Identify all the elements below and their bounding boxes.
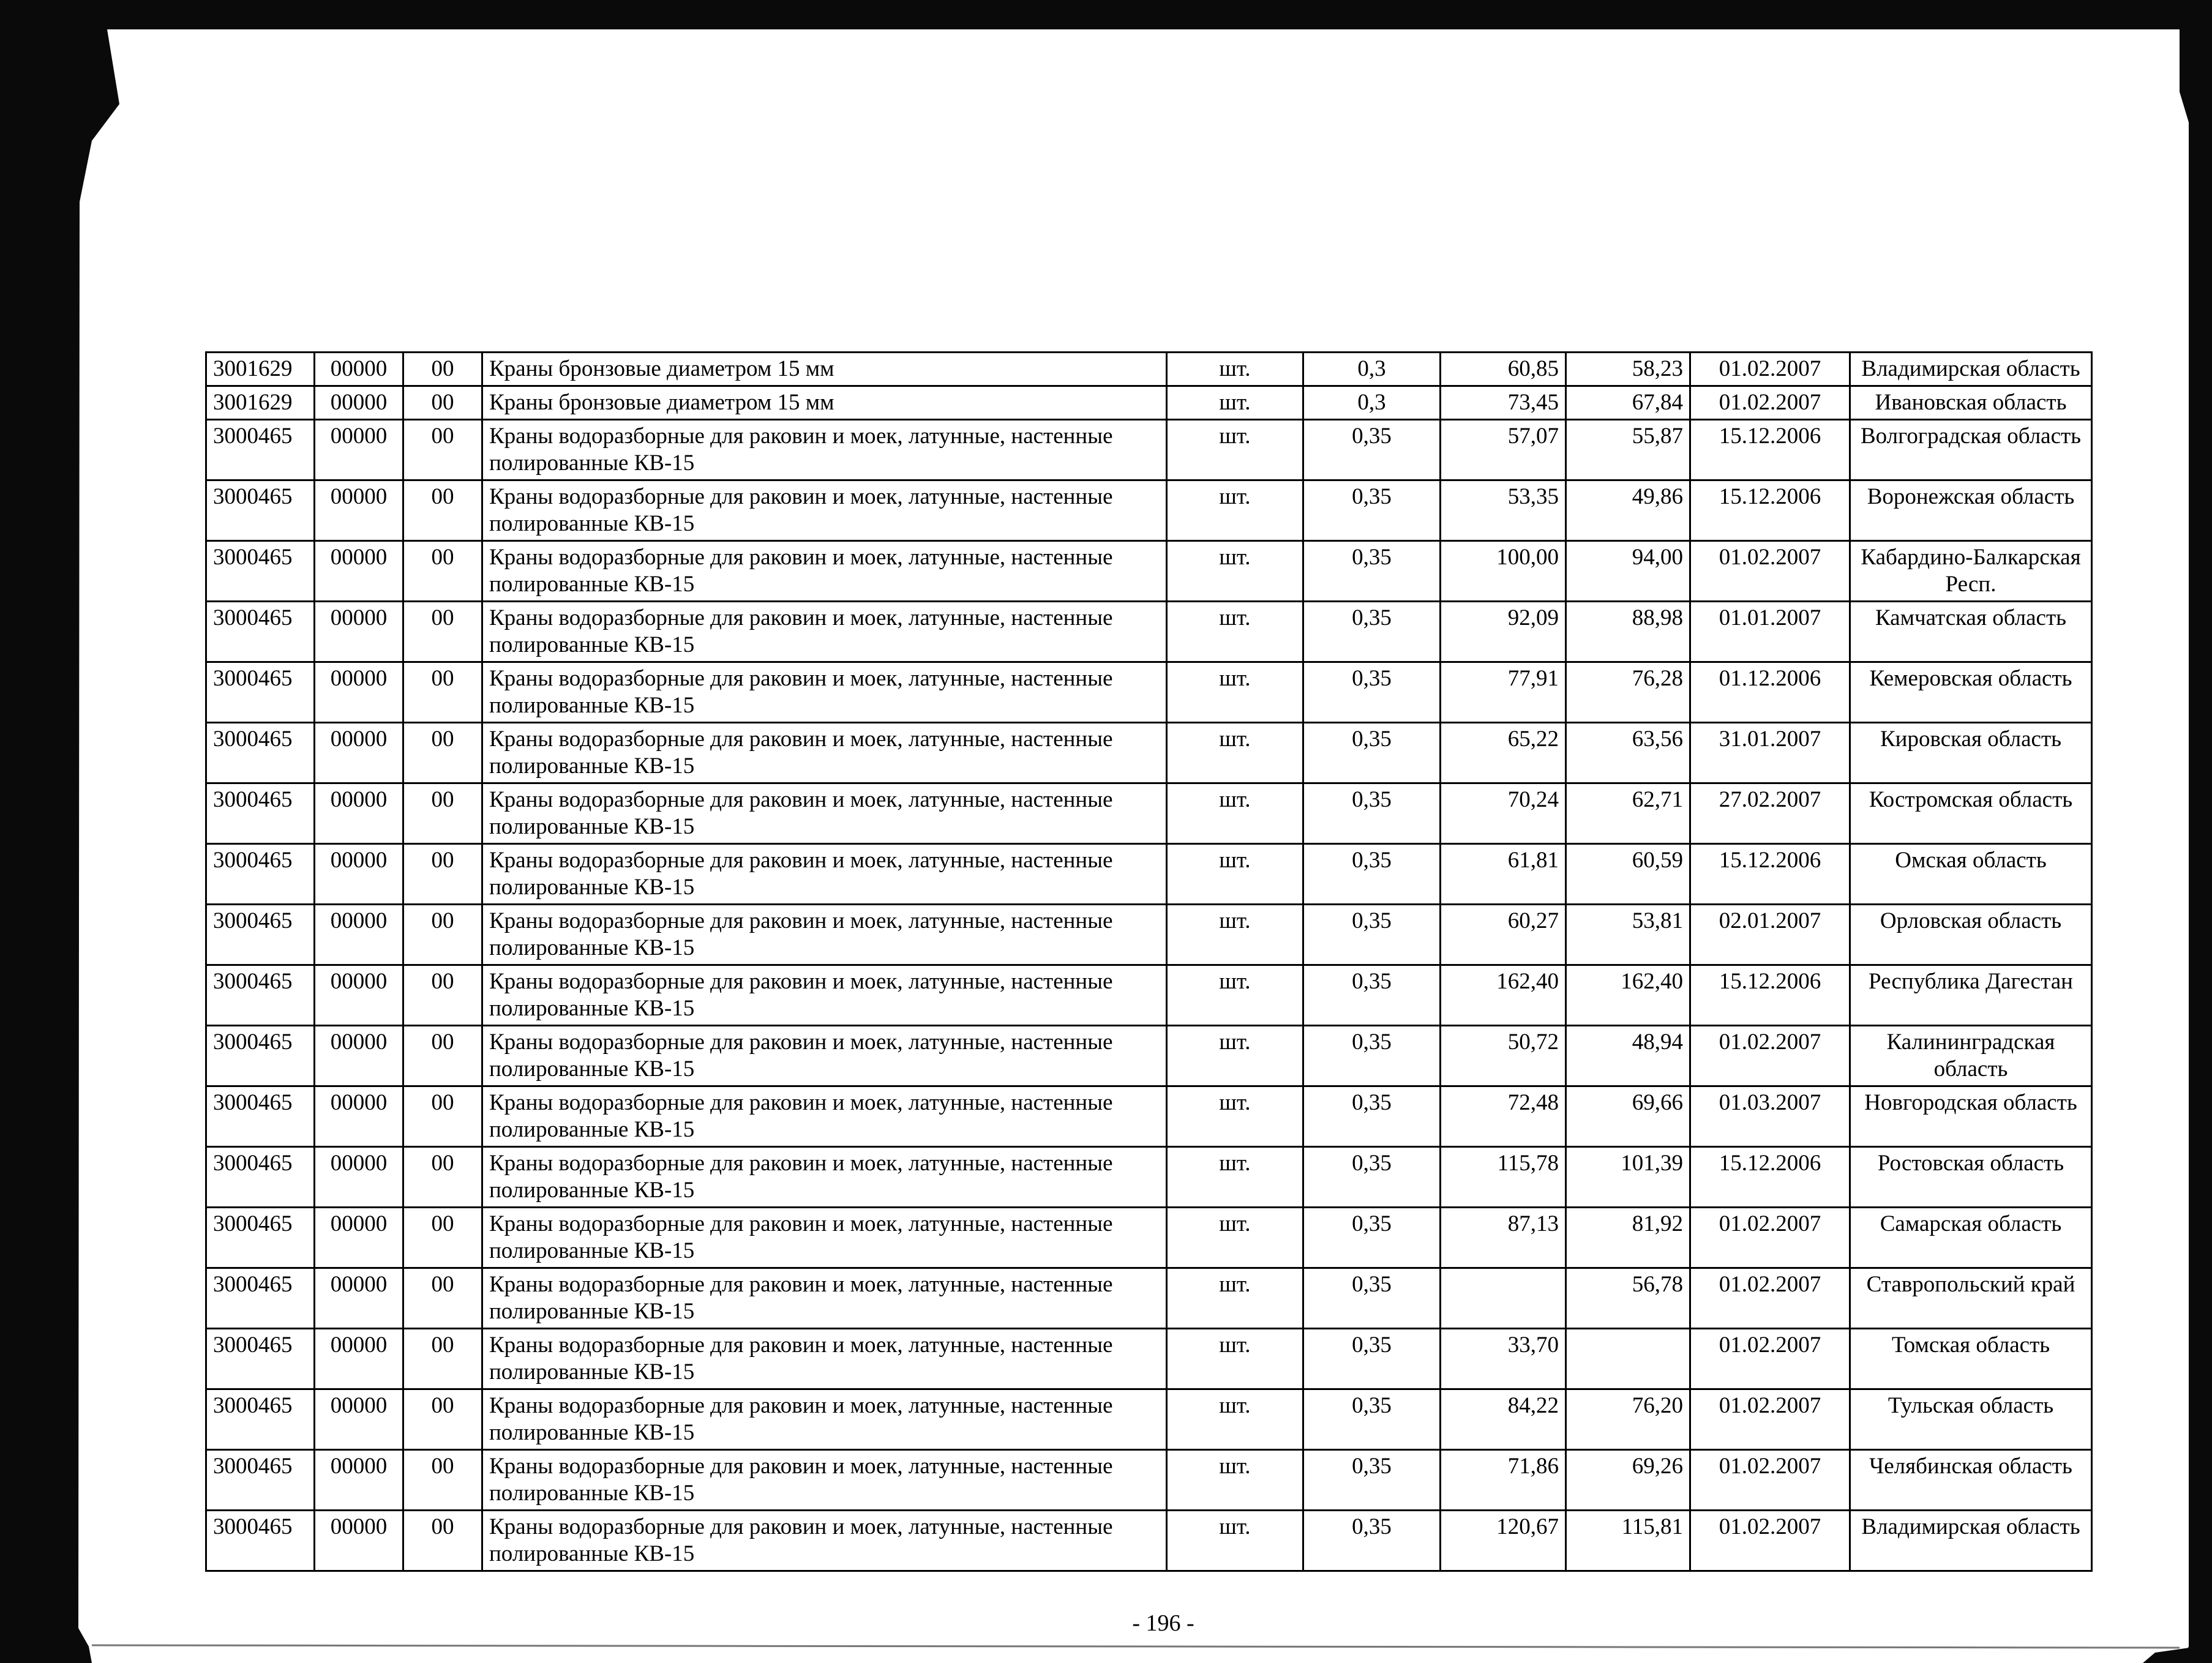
cell-date: 15.12.2006	[1690, 1147, 1850, 1208]
table-row	[206, 844, 2092, 905]
cell-unit: шт.	[1167, 662, 1303, 723]
cell-item-name: Краны водоразборные для раковин и моек, латунные, настенные полированные КВ-15	[482, 965, 1167, 1026]
cell-price-2: 56,78	[1566, 1268, 1690, 1329]
cell-region: Владимирская область	[1850, 1511, 2092, 1571]
cell-unit: шт.	[1167, 1147, 1303, 1208]
cell-region: Омская область	[1850, 844, 2092, 905]
cell-unit: шт.	[1167, 420, 1303, 480]
cell-price-1: 73,45	[1441, 386, 1566, 420]
table-row	[206, 1208, 2092, 1268]
cell-date: 15.12.2006	[1690, 965, 1850, 1026]
cell-item-code: 3001629	[206, 386, 315, 420]
cell-unit: шт.	[1167, 480, 1303, 541]
cell-region: Ставропольский край	[1850, 1268, 2092, 1329]
cell-price-2: 49,86	[1566, 480, 1690, 541]
cell-quantity: 0,35	[1303, 480, 1441, 541]
cell-price-2: 76,28	[1566, 662, 1690, 723]
cell-item-name: Краны водоразборные для раковин и моек, латунные, настенные полированные КВ-15	[482, 1329, 1167, 1389]
cell-variant-code: 00	[403, 1450, 482, 1511]
cell-item-name: Краны водоразборные для раковин и моек, латунные, настенные полированные КВ-15	[482, 602, 1167, 662]
cell-item-code: 3000465	[206, 602, 315, 662]
cell-sub-code: 00000	[315, 965, 403, 1026]
cell-quantity: 0,35	[1303, 1208, 1441, 1268]
price-table	[205, 351, 2093, 1572]
cell-item-name: Краны водоразборные для раковин и моек, латунные, настенные полированные КВ-15	[482, 1208, 1167, 1268]
cell-sub-code: 00000	[315, 844, 403, 905]
cell-price-2: 81,92	[1566, 1208, 1690, 1268]
cell-item-code: 3000465	[206, 1147, 315, 1208]
cell-price-2: 53,81	[1566, 905, 1690, 965]
cell-sub-code: 00000	[315, 1389, 403, 1450]
cell-price-1: 92,09	[1441, 602, 1566, 662]
cell-variant-code: 00	[403, 1511, 482, 1571]
table-row	[206, 386, 2092, 420]
cell-price-2: 88,98	[1566, 602, 1690, 662]
cell-quantity: 0,35	[1303, 662, 1441, 723]
cell-region: Республика Дагестан	[1850, 965, 2092, 1026]
cell-variant-code: 00	[403, 420, 482, 480]
cell-sub-code: 00000	[315, 480, 403, 541]
cell-unit: шт.	[1167, 1086, 1303, 1147]
cell-variant-code: 00	[403, 1268, 482, 1329]
cell-price-2: 63,56	[1566, 723, 1690, 783]
cell-quantity: 0,35	[1303, 723, 1441, 783]
cell-sub-code: 00000	[315, 1511, 403, 1571]
cell-item-code: 3000465	[206, 1086, 315, 1147]
table-row	[206, 1329, 2092, 1389]
page-number: - 196 -	[1132, 1610, 1194, 1636]
cell-quantity: 0,3	[1303, 386, 1441, 420]
cell-price-2: 48,94	[1566, 1026, 1690, 1086]
cell-region: Кемеровская область	[1850, 662, 2092, 723]
cell-quantity: 0,35	[1303, 1329, 1441, 1389]
cell-region: Самарская область	[1850, 1208, 2092, 1268]
cell-quantity: 0,35	[1303, 783, 1441, 844]
cell-sub-code: 00000	[315, 723, 403, 783]
cell-quantity: 0,35	[1303, 1268, 1441, 1329]
cell-item-code: 3000465	[206, 1389, 315, 1450]
cell-item-code: 3000465	[206, 783, 315, 844]
cell-item-code: 3000465	[206, 844, 315, 905]
cell-sub-code: 00000	[315, 420, 403, 480]
cell-price-2: 67,84	[1566, 386, 1690, 420]
cell-sub-code: 00000	[315, 541, 403, 602]
table-body	[206, 353, 2092, 1571]
cell-price-2: 62,71	[1566, 783, 1690, 844]
cell-region: Орловская область	[1850, 905, 2092, 965]
cell-unit: шт.	[1167, 905, 1303, 965]
cell-unit: шт.	[1167, 1329, 1303, 1389]
cell-sub-code: 00000	[315, 1450, 403, 1511]
cell-region: Костромская область	[1850, 783, 2092, 844]
table-row	[206, 723, 2092, 783]
cell-item-name: Краны водоразборные для раковин и моек, латунные, настенные полированные КВ-15	[482, 662, 1167, 723]
cell-price-2: 69,66	[1566, 1086, 1690, 1147]
cell-item-name: Краны водоразборные для раковин и моек, латунные, настенные полированные КВ-15	[482, 1268, 1167, 1329]
cell-region: Томская область	[1850, 1329, 2092, 1389]
cell-item-code: 3000465	[206, 420, 315, 480]
cell-price-1: 53,35	[1441, 480, 1566, 541]
cell-item-code: 3000465	[206, 905, 315, 965]
table-row	[206, 905, 2092, 965]
cell-item-code: 3000465	[206, 1329, 315, 1389]
table-row	[206, 1450, 2092, 1511]
cell-date: 01.12.2006	[1690, 662, 1850, 723]
cell-variant-code: 00	[403, 1147, 482, 1208]
cell-price-1: 115,78	[1441, 1147, 1566, 1208]
cell-price-2	[1566, 1329, 1690, 1389]
cell-variant-code: 00	[403, 353, 482, 386]
cell-variant-code: 00	[403, 965, 482, 1026]
cell-unit: шт.	[1167, 844, 1303, 905]
cell-quantity: 0,35	[1303, 844, 1441, 905]
cell-item-name: Краны водоразборные для раковин и моек, латунные, настенные полированные КВ-15	[482, 844, 1167, 905]
cell-price-2: 76,20	[1566, 1389, 1690, 1450]
cell-item-name: Краны водоразборные для раковин и моек, латунные, настенные полированные КВ-15	[482, 1450, 1167, 1511]
cell-sub-code: 00000	[315, 905, 403, 965]
scan-border-left	[0, 29, 119, 1663]
cell-unit: шт.	[1167, 386, 1303, 420]
cell-unit: шт.	[1167, 541, 1303, 602]
scan-border-bottom-right-curl	[2143, 1646, 2198, 1663]
cell-sub-code: 00000	[315, 1329, 403, 1389]
cell-unit: шт.	[1167, 1389, 1303, 1450]
scan-border-page-edge	[2180, 29, 2198, 1663]
cell-price-1: 72,48	[1441, 1086, 1566, 1147]
cell-region: Челябинская область	[1850, 1450, 2092, 1511]
cell-price-1: 61,81	[1441, 844, 1566, 905]
cell-item-name: Краны водоразборные для раковин и моек, латунные, настенные полированные КВ-15	[482, 1389, 1167, 1450]
table-row	[206, 420, 2092, 480]
table-row	[206, 1086, 2092, 1147]
cell-quantity: 0,35	[1303, 1389, 1441, 1450]
cell-region: Калининградская область	[1850, 1026, 2092, 1086]
cell-price-1: 60,85	[1441, 353, 1566, 386]
cell-unit: шт.	[1167, 602, 1303, 662]
cell-item-name: Краны водоразборные для раковин и моек, латунные, настенные полированные КВ-15	[482, 1026, 1167, 1086]
cell-price-1: 87,13	[1441, 1208, 1566, 1268]
cell-unit: шт.	[1167, 1026, 1303, 1086]
table-row	[206, 480, 2092, 541]
cell-quantity: 0,35	[1303, 1450, 1441, 1511]
cell-sub-code: 00000	[315, 386, 403, 420]
cell-variant-code: 00	[403, 783, 482, 844]
table-row	[206, 965, 2092, 1026]
cell-variant-code: 00	[403, 662, 482, 723]
cell-date: 01.02.2007	[1690, 1389, 1850, 1450]
cell-date: 01.02.2007	[1690, 353, 1850, 386]
cell-unit: шт.	[1167, 1268, 1303, 1329]
cell-date: 01.02.2007	[1690, 1450, 1850, 1511]
cell-sub-code: 00000	[315, 353, 403, 386]
cell-date: 01.02.2007	[1690, 1511, 1850, 1571]
cell-date: 01.02.2007	[1690, 1329, 1850, 1389]
cell-date: 01.02.2007	[1690, 1208, 1850, 1268]
cell-price-1: 57,07	[1441, 420, 1566, 480]
cell-variant-code: 00	[403, 844, 482, 905]
cell-date: 01.02.2007	[1690, 1026, 1850, 1086]
table-row	[206, 1026, 2092, 1086]
cell-variant-code: 00	[403, 480, 482, 541]
cell-quantity: 0,35	[1303, 965, 1441, 1026]
table-row	[206, 783, 2092, 844]
cell-price-1: 100,00	[1441, 541, 1566, 602]
table-row	[206, 662, 2092, 723]
cell-item-name: Краны водоразборные для раковин и моек, латунные, настенные полированные КВ-15	[482, 783, 1167, 844]
table-row	[206, 541, 2092, 602]
cell-quantity: 0,35	[1303, 420, 1441, 480]
cell-quantity: 0,35	[1303, 602, 1441, 662]
cell-date: 27.02.2007	[1690, 783, 1850, 844]
cell-sub-code: 00000	[315, 662, 403, 723]
cell-item-name: Краны водоразборные для раковин и моек, латунные, настенные полированные КВ-15	[482, 1511, 1167, 1571]
cell-unit: шт.	[1167, 1511, 1303, 1571]
table-row	[206, 1268, 2092, 1329]
cell-quantity: 0,35	[1303, 1147, 1441, 1208]
cell-date: 31.01.2007	[1690, 723, 1850, 783]
cell-price-2: 94,00	[1566, 541, 1690, 602]
cell-region: Ростовская область	[1850, 1147, 2092, 1208]
cell-item-name: Краны водоразборные для раковин и моек, латунные, настенные полированные КВ-15	[482, 1086, 1167, 1147]
cell-variant-code: 00	[403, 1026, 482, 1086]
cell-sub-code: 00000	[315, 1086, 403, 1147]
cell-date: 15.12.2006	[1690, 480, 1850, 541]
table-row	[206, 353, 2092, 386]
cell-date: 01.02.2007	[1690, 386, 1850, 420]
cell-date: 01.01.2007	[1690, 602, 1850, 662]
cell-date: 15.12.2006	[1690, 420, 1850, 480]
cell-price-2: 55,87	[1566, 420, 1690, 480]
cell-quantity: 0,35	[1303, 905, 1441, 965]
table-row	[206, 1147, 2092, 1208]
cell-item-code: 3000465	[206, 541, 315, 602]
cell-quantity: 0,35	[1303, 1086, 1441, 1147]
table-row	[206, 602, 2092, 662]
cell-variant-code: 00	[403, 1389, 482, 1450]
cell-sub-code: 00000	[315, 1208, 403, 1268]
cell-item-name: Краны водоразборные для раковин и моек, латунные, настенные полированные КВ-15	[482, 905, 1167, 965]
cell-quantity: 0,35	[1303, 1511, 1441, 1571]
cell-price-1: 33,70	[1441, 1329, 1566, 1389]
cell-variant-code: 00	[403, 541, 482, 602]
cell-price-1: 120,67	[1441, 1511, 1566, 1571]
cell-variant-code: 00	[403, 1208, 482, 1268]
cell-variant-code: 00	[403, 905, 482, 965]
cell-date: 15.12.2006	[1690, 844, 1850, 905]
cell-unit: шт.	[1167, 353, 1303, 386]
cell-sub-code: 00000	[315, 602, 403, 662]
cell-date: 02.01.2007	[1690, 905, 1850, 965]
cell-region: Кабардино-Балкарская Респ.	[1850, 541, 2092, 602]
cell-variant-code: 00	[403, 602, 482, 662]
cell-item-name: Краны водоразборные для раковин и моек, латунные, настенные полированные КВ-15	[482, 541, 1167, 602]
cell-region: Ивановская область	[1850, 386, 2092, 420]
cell-item-code: 3000465	[206, 662, 315, 723]
cell-date: 01.02.2007	[1690, 541, 1850, 602]
cell-item-code: 3000465	[206, 965, 315, 1026]
cell-variant-code: 00	[403, 386, 482, 420]
cell-unit: шт.	[1167, 1450, 1303, 1511]
cell-region: Воронежская область	[1850, 480, 2092, 541]
cell-unit: шт.	[1167, 965, 1303, 1026]
cell-unit: шт.	[1167, 723, 1303, 783]
cell-price-2: 101,39	[1566, 1147, 1690, 1208]
cell-region: Тульская область	[1850, 1389, 2092, 1450]
cell-region: Владимирская область	[1850, 353, 2092, 386]
cell-region: Волгоградская область	[1850, 420, 2092, 480]
cell-item-code: 3000465	[206, 723, 315, 783]
cell-region: Кировская область	[1850, 723, 2092, 783]
cell-item-name: Краны бронзовые диаметром 15 мм	[482, 353, 1167, 386]
cell-sub-code: 00000	[315, 1026, 403, 1086]
cell-price-1: 50,72	[1441, 1026, 1566, 1086]
cell-variant-code: 00	[403, 1329, 482, 1389]
cell-price-2: 60,59	[1566, 844, 1690, 905]
cell-sub-code: 00000	[315, 1147, 403, 1208]
cell-price-1: 84,22	[1441, 1389, 1566, 1450]
cell-variant-code: 00	[403, 1086, 482, 1147]
cell-item-code: 3000465	[206, 1208, 315, 1268]
cell-price-2: 162,40	[1566, 965, 1690, 1026]
cell-quantity: 0,35	[1303, 541, 1441, 602]
cell-sub-code: 00000	[315, 1268, 403, 1329]
cell-price-2: 115,81	[1566, 1511, 1690, 1571]
cell-date: 01.02.2007	[1690, 1268, 1850, 1329]
cell-price-2: 69,26	[1566, 1450, 1690, 1511]
cell-price-1: 77,91	[1441, 662, 1566, 723]
cell-item-code: 3001629	[206, 353, 315, 386]
cell-price-1: 71,86	[1441, 1450, 1566, 1511]
cell-variant-code: 00	[403, 723, 482, 783]
cell-item-name: Краны водоразборные для раковин и моек, латунные, настенные полированные КВ-15	[482, 480, 1167, 541]
cell-item-name: Краны бронзовые диаметром 15 мм	[482, 386, 1167, 420]
page-bottom-edge	[92, 1645, 2180, 1648]
cell-item-code: 3000465	[206, 1026, 315, 1086]
cell-item-code: 3000465	[206, 1450, 315, 1511]
cell-price-1: 65,22	[1441, 723, 1566, 783]
cell-price-1: 60,27	[1441, 905, 1566, 965]
table-row	[206, 1389, 2092, 1450]
cell-price-1: 70,24	[1441, 783, 1566, 844]
cell-region: Новгородская область	[1850, 1086, 2092, 1147]
table-row	[206, 1511, 2092, 1571]
cell-region: Камчатская область	[1850, 602, 2092, 662]
cell-quantity: 0,3	[1303, 353, 1441, 386]
cell-item-name: Краны водоразборные для раковин и моек, латунные, настенные полированные КВ-15	[482, 1147, 1167, 1208]
cell-item-name: Краны водоразборные для раковин и моек, латунные, настенные полированные КВ-15	[482, 420, 1167, 480]
cell-price-1: 162,40	[1441, 965, 1566, 1026]
cell-item-code: 3000465	[206, 480, 315, 541]
cell-sub-code: 00000	[315, 783, 403, 844]
cell-item-code: 3000465	[206, 1268, 315, 1329]
cell-unit: шт.	[1167, 783, 1303, 844]
cell-price-1	[1441, 1268, 1566, 1329]
cell-date: 01.03.2007	[1690, 1086, 1850, 1147]
cell-quantity: 0,35	[1303, 1026, 1441, 1086]
cell-price-2: 58,23	[1566, 353, 1690, 386]
cell-item-code: 3000465	[206, 1511, 315, 1571]
cell-unit: шт.	[1167, 1208, 1303, 1268]
cell-item-name: Краны водоразборные для раковин и моек, латунные, настенные полированные КВ-15	[482, 723, 1167, 783]
